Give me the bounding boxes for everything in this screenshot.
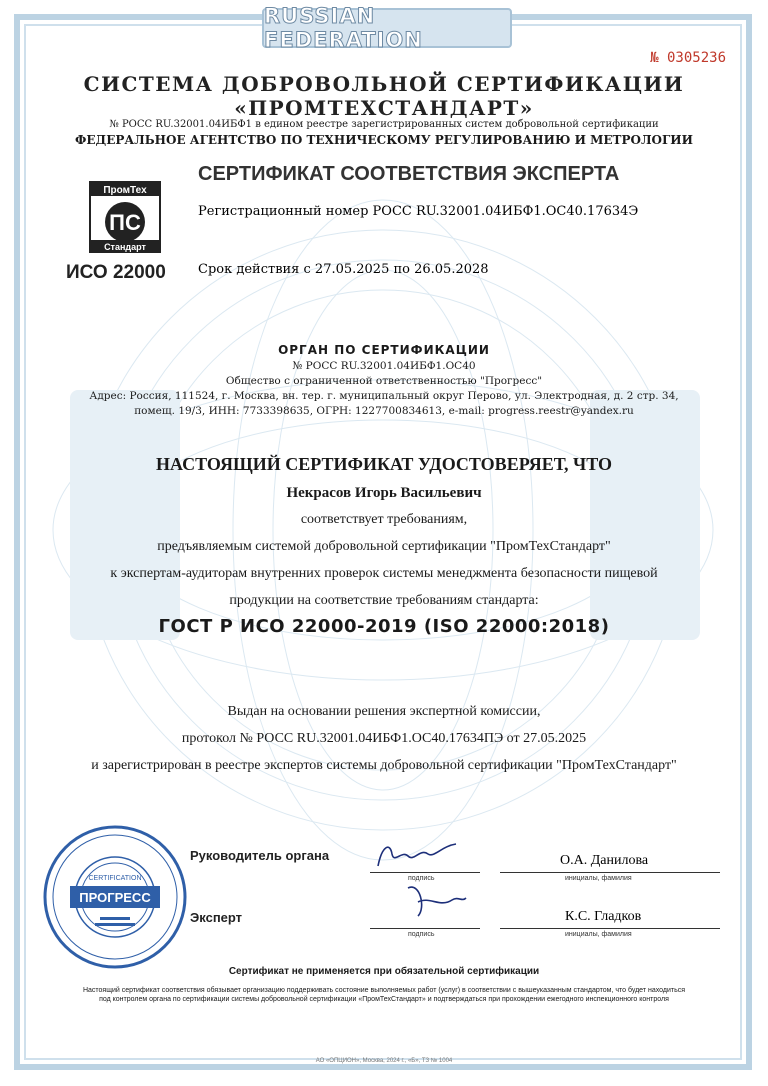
stamp-center-text: ПРОГРЕСС	[79, 890, 151, 905]
system-title-line2: «ПРОМТЕХСТАНДАРТ»	[234, 96, 534, 120]
expert-signature-line	[370, 928, 480, 929]
person-name: Некрасов Игорь Васильевич	[286, 485, 482, 501]
banner-text: RUSSIAN FEDERATION	[264, 4, 423, 52]
body-line-2: предъявляемым системой добровольной сертификации "ПромТехСтандарт"	[157, 539, 611, 554]
logo-mark-text: ПС	[109, 210, 141, 235]
head-name: О.А. Данилова	[560, 853, 649, 868]
system-registry-number: № РОСС RU.32001.04ИБФ1 в едином реестре зарегистрированных систем добровольной сертификации	[109, 119, 659, 130]
head-signature-caption: подпись	[408, 875, 435, 882]
iso-standard-label: ИСО 22000	[66, 262, 166, 283]
expert-name-caption: инициалы, фамилия	[565, 931, 632, 938]
validity-period: Срок действия с 27.05.2025 по 26.05.2028	[198, 262, 489, 277]
logo-bottom-text: Стандарт	[104, 242, 146, 252]
certification-body-number: № РОСС RU.32001.04ИБФ1.ОС40	[292, 360, 476, 372]
head-signature	[372, 838, 462, 874]
head-name-caption: инициалы, фамилия	[565, 875, 632, 882]
certifies-heading: НАСТОЯЩИЙ СЕРТИФИКАТ УДОСТОВЕРЯЕТ, ЧТО	[156, 454, 612, 474]
agency-name: ФЕДЕРАЛЬНОЕ АГЕНТСТВО ПО ТЕХНИЧЕСКОМУ РЕГУЛИРОВАНИЮ И МЕТРОЛОГИИ	[75, 133, 693, 147]
issued-line-3: и зарегистрирован в реестре экспертов системы добровольной сертификации "ПромТехСтандарт"	[91, 758, 677, 773]
expert-signature-caption: подпись	[408, 931, 435, 938]
footer-note: Сертификат не применяется при обязательной сертификации	[228, 966, 540, 977]
system-title-line1: СИСТЕМА ДОБРОВОЛЬНОЙ СЕРТИФИКАЦИИ	[83, 72, 685, 96]
head-label: Руководитель органа	[190, 848, 330, 863]
printer-info: АО «ОПЦИОН», Москва, 2024 г., «Б», ТЗ № 1004	[315, 1058, 453, 1064]
stamp-sub-text: CERTIFICATION	[88, 875, 142, 882]
expert-signature	[400, 878, 470, 922]
issued-line-1: Выдан на основании решения экспертной комиссии,	[227, 704, 541, 719]
certification-body-address-2: помещ. 19/3, ИНН: 7733398635, ОГРН: 1227700834613, e-mail: progress.reestr@yandex.ru	[134, 405, 634, 417]
certification-body-name: Общество с ограниченной ответственностью "Прогресс"	[225, 375, 543, 387]
certification-body-address-1: Адрес: Россия, 111524, г. Москва, вн. тер. г. муниципальный округ Перово, ул. Электродная, д. 2 стр. 34,	[89, 390, 679, 402]
expert-name-line	[500, 928, 720, 929]
expert-name: К.С. Гладков	[565, 909, 642, 924]
head-name-line	[500, 872, 720, 873]
gost-standard: ГОСТ Р ИСО 22000-2019 (ISO 22000:2018)	[158, 616, 610, 637]
promtech-logo	[80, 180, 170, 260]
logo-top-text: ПромТех	[103, 185, 147, 196]
body-line-3: к экспертам-аудиторам внутренних проверок системы менеджмента безопасности пищевой	[110, 566, 658, 581]
certificate-title: СЕРТИФИКАТ СООТВЕТСТВИЯ ЭКСПЕРТА	[198, 163, 620, 185]
russian-federation-banner	[262, 4, 512, 52]
registration-number: Регистрационный номер РОСС RU.32001.04ИБФ1.ОС40.17634Э	[198, 204, 639, 219]
serial-number: № 0305236	[650, 50, 726, 66]
issued-line-2: протокол № РОСС RU.32001.04ИБФ1.ОС40.17634ПЭ от 27.05.2025	[181, 731, 587, 746]
body-line-1: соответствует требованиям,	[300, 512, 468, 527]
expert-label: Эксперт	[190, 910, 243, 925]
footer-fine-print: Настоящий сертификат соответствия обязывает организацию поддерживать состояние выполняемых работ (услуг) в соответствии с вышеуказанным стандартом, что будет находиться под контролем органа по сертификации системы добровольной сертификации «ПромТехСтандарт» и подтверждаться при прохождении ежегодного инспекционного контроля	[82, 987, 686, 1003]
organization-stamp	[40, 822, 190, 972]
body-line-4: продукции на соответствие требованиям стандарта:	[229, 593, 539, 608]
certification-body-heading: ОРГАН ПО СЕРТИФИКАЦИИ	[278, 343, 490, 357]
